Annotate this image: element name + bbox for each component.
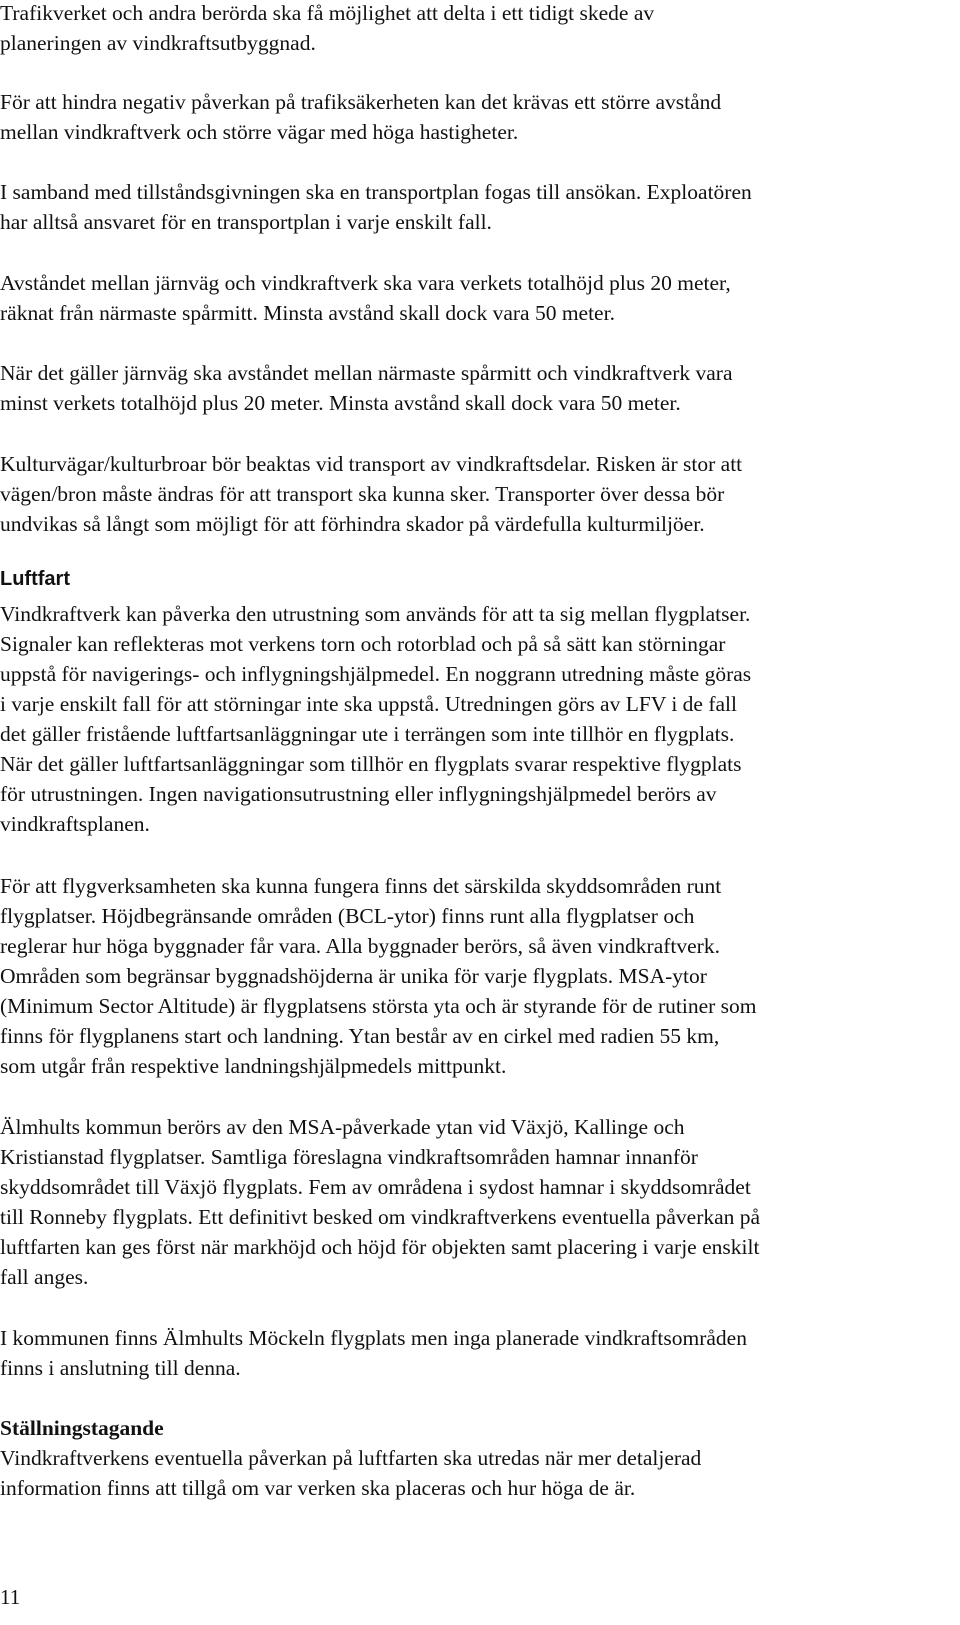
page-number: 11 [0,1585,21,1609]
text-line: När det gäller järnväg ska avståndet mellan närmaste spårmitt och vindkraftverk vara [0,361,733,385]
heading-stallningstagande: Ställningstagande [0,1416,164,1440]
text-line: har alltså ansvaret för en transportplan i varje enskilt fall. [0,210,492,234]
text-line: uppstå för navigerings- och inflygningshjälpmedel. En noggrann utredning måste göras [0,662,752,686]
text-line: till Ronneby flygplats. Ett definitivt besked om vindkraftverkens eventuella påverkan på [0,1205,761,1229]
text-line: Signaler kan reflekteras mot verkens torn och rotorblad och på så sätt kan störningar [0,632,726,656]
text-line: finns i anslutning till denna. [0,1356,241,1380]
text-line: I samband med tillståndsgivningen ska en transportplan fogas till ansökan. Exploatören [0,180,752,204]
text-line: undvikas så långt som möjligt för att förhindra skador på värdefulla kulturmiljöer. [0,512,705,536]
text-line: som utgår från respektive landningshjälpmedels mittpunkt. [0,1054,507,1078]
text-line: luftfarten kan ges först när markhöjd och höjd för objekten samt placering i varje enskilt [0,1235,760,1259]
paragraph-skyddsomraden [0,871,945,1081]
text-line: Vindkraftverk kan påverka den utrustning som används för att ta sig mellan flygplatser. [0,602,751,626]
text-line: Avståndet mellan järnväg och vindkraftverk ska vara verkets totalhöjd plus 20 meter, [0,271,731,295]
text-line: För att flygverksamheten ska kunna fungera finns det särskilda skyddsområden runt [0,874,722,898]
paragraph-jarnvag [0,358,945,418]
text-line: i varje enskilt fall för att störningar inte ska uppstå. Utredningen görs av LFV i de fall [0,692,737,716]
text-line: för utrustningen. Ingen navigationsutrustning eller inflygningshjälpmedel berörs av [0,782,717,806]
text-line: I kommunen finns Älmhults Möckeln flygplats men inga planerade vindkraftsområden [0,1326,747,1350]
text-line: vägen/bron måste ändras för att transport ska kunna sker. Transporter över dessa bör [0,482,725,506]
text-line: minst verkets totalhöjd plus 20 meter. Minsta avstånd skall dock vara 50 meter. [0,391,681,415]
text-line: det gäller fristående luftfartsanläggningar ute i terrängen som inte tillhör en flygplats. [0,722,735,746]
paragraph-trafiksakerhet [0,87,945,147]
paragraph-mockeln [0,1323,945,1383]
paragraph-msa [0,1112,945,1292]
paragraph-transportplan [0,177,945,237]
text-line: Kulturvägar/kulturbroar bör beaktas vid transport av vindkraftsdelar. Risken är stor att [0,452,743,476]
text-line: Områden som begränsar byggnadshöjderna är unika för varje flygplats. MSA-ytor [0,964,707,988]
text-line: (Minimum Sector Altitude) är flygplatsens största yta och är styrande för de rutiner som [0,994,757,1018]
text-line: vindkraftsplanen. [0,812,150,836]
text-line: Vindkraftverkens eventuella påverkan på luftfarten ska utredas när mer detaljerad [0,1446,702,1470]
text-line: Trafikverket och andra berörda ska få möjlighet att delta i ett tidigt skede av [0,1,655,25]
text-line: finns för flygplanens start och landning. Ytan består av en cirkel med radien 55 km, [0,1024,720,1048]
heading-luftfart: Luftfart [0,568,70,590]
paragraph-luftfart-utrustning [0,599,945,839]
text-line: information finns att tillgå om var verken ska placeras och hur höga de är. [0,1476,636,1500]
text-line: När det gäller luftfartsanläggningar som tillhör en flygplats svarar respektive flygplats [0,752,742,776]
text-line: Kristianstad flygplatser. Samtliga föreslagna vindkraftsområden hamnar innanför [0,1145,698,1169]
text-line: fall anges. [0,1265,89,1289]
text-line: flygplatser. Höjdbegränsande områden (BCL-ytor) finns runt alla flygplatser och [0,904,695,928]
text-line: räknat från närmaste spårmitt. Minsta avstånd skall dock vara 50 meter. [0,301,615,325]
paragraph-avstand-jarnvag [0,268,945,328]
text-line: För att hindra negativ påverkan på trafiksäkerheten kan det krävas ett större avstånd [0,90,722,114]
paragraph-stallningstagande [0,1443,945,1503]
text-line: planeringen av vindkraftsutbyggnad. [0,31,316,55]
text-line: skyddsområdet till Växjö flygplats. Fem av områdena i sydost hamnar i skyddsområdet [0,1175,751,1199]
text-line: mellan vindkraftverk och större vägar med höga hastigheter. [0,120,519,144]
text-line: Älmhults kommun berörs av den MSA-påverkade ytan vid Växjö, Kallinge och [0,1115,685,1139]
paragraph-trafikverket [0,0,945,58]
text-line: reglerar hur höga byggnader får vara. Alla byggnader berörs, så även vindkraftverk. [0,934,720,958]
paragraph-kulturvagar [0,449,945,539]
